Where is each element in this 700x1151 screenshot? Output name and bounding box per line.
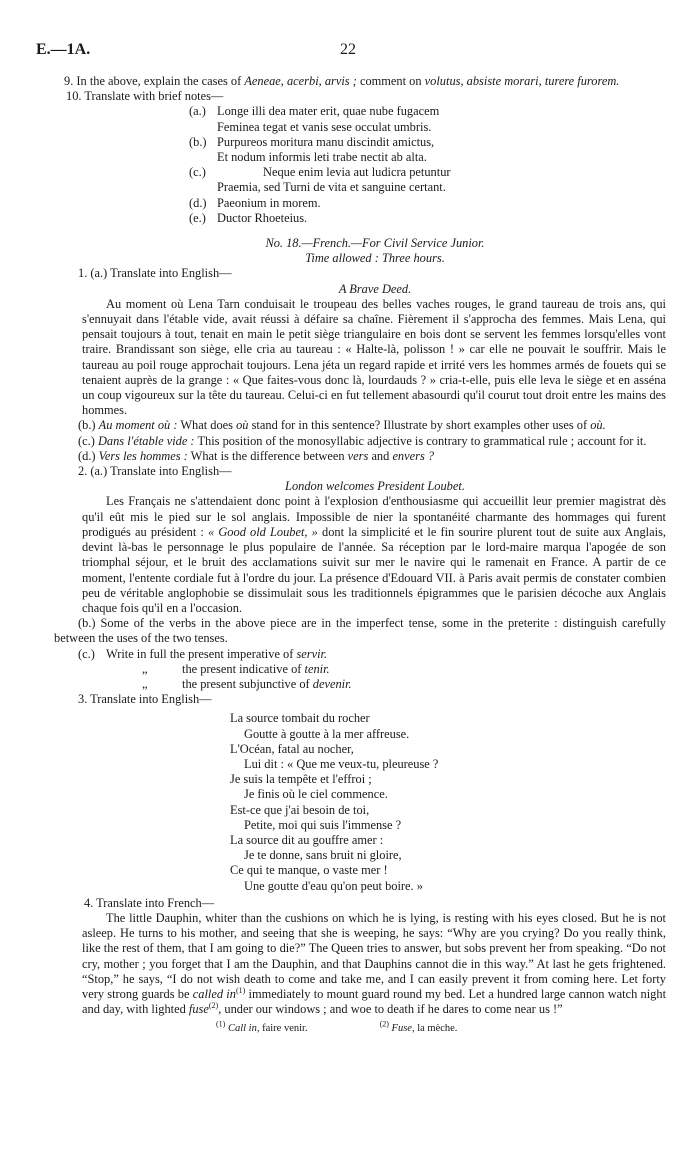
latin-line: Paeonium in morem. — [217, 195, 321, 210]
page-content — [54, 74, 666, 1037]
conjugation-line — [106, 662, 352, 677]
series-code: E.—1A. — [36, 41, 91, 58]
french-poem — [54, 711, 666, 893]
poem-line: Lui dit : « Que me veux-tu, pleureuse ? — [244, 756, 439, 771]
item-text — [217, 135, 434, 165]
item-label: (c.) — [189, 165, 206, 180]
item-text — [217, 211, 307, 226]
conjugation-tasks — [106, 647, 352, 693]
poem-line: Ce qui te manque, o vaste mer ! — [230, 863, 388, 878]
footnote-term: Fuse, — [388, 1023, 418, 1035]
french-question-3: 3. Translate into English— — [78, 692, 212, 707]
conjugation-text: the present subjunctive of — [182, 676, 313, 691]
item-label: (b.) — [189, 134, 207, 149]
latin-item — [189, 196, 666, 211]
latin-item — [189, 135, 666, 165]
poem-line: La source tombait du rocher — [230, 711, 370, 726]
poem-line: L'Océan, fatal au nocher, — [230, 741, 354, 756]
latin-item — [189, 211, 666, 226]
question-2b: (b.) Some of the verbs in the above piece are in the imperfect tense, some in the preterite : distinguish carefully between the uses of the two tenses. — [54, 616, 666, 646]
passage-title-2: London welcomes President Loubet. — [285, 479, 465, 494]
latin-line: Et nodum informis leti trabe nectit ab alta. — [217, 150, 427, 165]
conjugation-text: Write in full the present imperative of — [106, 646, 297, 661]
poem-line: Une goutte d'eau qu'on peut boire. » — [244, 878, 423, 893]
footnote-text: faire venir. — [262, 1023, 308, 1035]
question-1d: (d.) Vers les hommes : What is the difference between vers and envers ? — [78, 448, 435, 463]
item-label: (a.) — [189, 104, 206, 119]
english-passage-4: The little Dauphin, whiter than the cushions on which he is lying, is resting with his eyes closed. But he is not asleep. He turns to his mother, and seeing that she is weeping, he says: “Why are you crying? Do you really think, like the rest of them, that I am going to die?” The Queen tries to answer, but sobs prevent her from speaking. “Do not cry, mother ; you forget that I am the Dauphin, and that Dauphins cannot die in this way.” At last he gets frightened. “Stop,” he says, “I do not wish death to come and take me, and I can easily prevent it from coming here. Let forty very strong guards be called $in^{(1)}$ immediately to mount guard round my bed. Let a hundred large cannon watch night and day, with lighted fuse$^{(2)}$, under our windows ; and woe to death if he dares to come near us !” — [82, 910, 667, 1017]
poem-line: La source dit au gouffre amer : — [230, 832, 384, 847]
poem-line: Je finis où le ciel commence. — [244, 787, 388, 802]
footnotes — [54, 1021, 666, 1036]
latin-line: Neque enim levia aut ludicra petuntur — [263, 165, 451, 180]
page-number: 22 — [340, 41, 356, 58]
latin-line: Longe illi dea mater erit, quae nube fugacem — [217, 104, 440, 119]
french-passage-2: Les Français ne s'attendaient donc point à l'explosion d'enthousiasme qui accueillit leur premier magistrat dès qu'il eût mis le pied sur le sol anglais. Impossible de nier la spontanéité charmante des hommages qui furent prodigués au président : « Good old Loubet, » dont la simplicité et le fin sourire plurent tout de suite aux Anglais, devint là-bas le personnage le plus populaire de l'année. Sa réception par le lord-maire marqua l'apogée de son triomphal séjour, et le bruit des acclamations suivit sur mer le navire qui le ramenait en France. A partir de ce moment, l'entente cordiale fut à l'ordre du jour. La présence d'Edouard VII. à Paris avait permis de constater combien peu de véritable anglophobie se dissimulait sous les traditionnels épigrammes que le parisien décoche aux Anglais chaque fois qu'il en a l'occasion. — [82, 494, 666, 615]
footnote-term: Call in, — [225, 1023, 263, 1035]
poem-line: Je te donne, sans bruit ni gloire, — [244, 848, 402, 863]
french-question-1: 1. (a.) Translate into English— — [78, 266, 232, 281]
footnote-mark: (1) — [216, 1019, 226, 1029]
latin-line: Ductor Rhoeteius. — [217, 210, 308, 225]
question-10: 10. Translate with brief notes— — [66, 89, 224, 104]
conjugation-text: the present indicative of — [182, 661, 305, 676]
item-text — [217, 165, 451, 195]
item-text — [217, 196, 321, 211]
ditto-mark: „ — [142, 676, 148, 691]
french-question-4: 4. Translate into French— — [84, 895, 215, 910]
time-allowed: Time allowed : Three hours. — [305, 251, 445, 266]
verb: tenir. — [304, 661, 330, 676]
item-label: (e.) — [189, 210, 206, 225]
question-1c: (c.) Dans l'étable vide : This position of the monosyllabic adjective is contrary to grammatical rule ; account for it. — [78, 433, 647, 448]
section-title: No. 18.—French.—For Civil Service Junior. — [265, 236, 485, 251]
footnote — [216, 1021, 308, 1036]
poem-line: Goutte à goutte à la mer affreuse. — [244, 726, 410, 741]
verb: devenir. — [312, 676, 352, 691]
latin-item — [189, 104, 666, 134]
french-passage-1: Au moment où Lena Tarn conduisait le troupeau des belles vaches rouges, le grand taureau de trois ans, qui s'ennuyait dans l'étable vide, avait réussi à défaire sa chaîne. Fièrement il s'approcha des femmes. Mais Lena, qui pensait toujours à tout, tenait en main le petit siège triangulaire en bois dont se servent les femmes lorsqu'elles vont traire. Brandissant son siège, elle cria au taureau : « Halte-là, polisson ! » car elle ne pouvait le souffrir. Mais le taureau au poil rouge approchait toujours. Lena jéta un regard rapide et irrité vers les hommes armés de fouets qui se tenaient auprès de la grange : « Que faites-vous donc là, lourdauds ? » cria-t-elle, puis elle leva le siège et en asséna un coup vigoureux sur la tête du taureau. Celui-ci en fut tellement abasourdi qu'il courut tout droit entre les mains des hommes. — [82, 296, 666, 418]
footnote — [380, 1021, 458, 1036]
french-question-2: 2. (a.) Translate into English— — [78, 464, 232, 479]
poem-line: Est-ce que j'ai besoin de toi, — [230, 802, 370, 817]
latin-line: Feminea tegat et vanis sese occulat umbris. — [217, 119, 432, 134]
latin-passages — [54, 104, 666, 226]
latin-item — [189, 165, 666, 195]
footnote-text: la mèche. — [417, 1023, 458, 1035]
question-9: 9. In the above, explain the cases of Aeneae, acerbi, arvis ; comment on volutus, absiste morari, turere furorem. — [64, 74, 620, 88]
poem-line: Petite, moi qui suis l'immense ? — [244, 817, 402, 832]
latin-line: Praemia, sed Turni de vita et sanguine certant. — [217, 180, 446, 195]
passage-title: A Brave Deed. — [338, 281, 412, 296]
conjugation-line — [106, 647, 352, 662]
item-label: (d.) — [189, 195, 207, 210]
page-header — [36, 42, 660, 62]
conjugation-line — [106, 677, 352, 692]
question-1b: (b.) Au moment où : What does où stand for in this sentence? Illustrate by short examples other uses of où. — [78, 418, 606, 433]
item-text — [217, 104, 439, 134]
footnote-mark: (2) — [379, 1019, 389, 1029]
latin-line: Purpureos moritura manu discindit amictus, — [217, 134, 435, 149]
poem-line: Je suis la tempête et l'effroi ; — [230, 772, 372, 787]
ditto-mark: „ — [142, 661, 148, 676]
question-2c: (c.) Write in full the present imperative of servir. „ the present indicative of tenir. „ the present subjunctive of devenir. — [78, 646, 352, 691]
verb: servir. — [296, 646, 328, 661]
